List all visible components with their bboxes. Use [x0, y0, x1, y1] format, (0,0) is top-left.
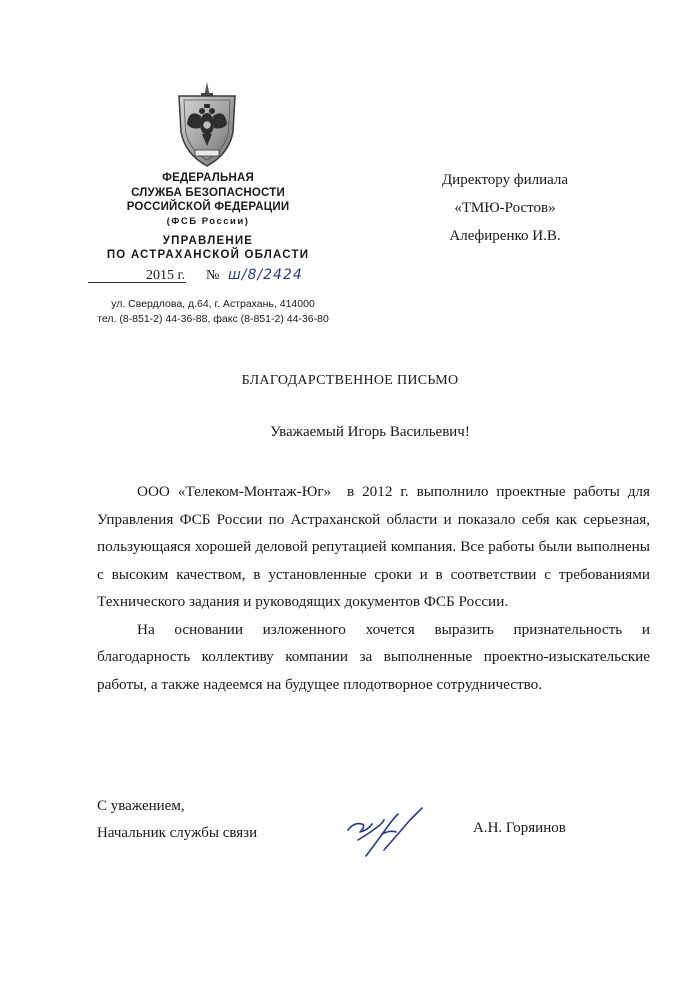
- letter-title: БЛАГОДАРСТВЕННОЕ ПИСЬМО: [241, 373, 459, 388]
- addressee-line: Алефиренко И.В.: [449, 228, 561, 244]
- phone-fax-line: тел. (8-851-2) 44-36-88, факс (8-851-2) 44-36-80: [97, 312, 329, 325]
- department-line: УПРАВЛЕНИЕ: [162, 234, 254, 247]
- number-label: №: [206, 268, 220, 283]
- org-name-line: РОССИЙСКОЙ ФЕДЕРАЦИИ: [126, 201, 290, 213]
- handwritten-number: ш/8/2424: [228, 267, 303, 283]
- addressee-line: «ТМЮ-Ростов»: [454, 200, 556, 216]
- letter-greeting: Уважаемый Игорь Васильевич!: [270, 424, 470, 440]
- date-number-line: [88, 265, 318, 287]
- closing-block: [97, 793, 257, 847]
- org-name-line: ФЕДЕРАЛЬНАЯ: [162, 172, 254, 184]
- fsb-emblem-icon: [171, 80, 243, 170]
- sender-block: [100, 171, 316, 263]
- closing-salutation: С уважением,: [97, 798, 185, 814]
- letter-body: [97, 478, 654, 698]
- addressee-line: Директору филиала: [441, 172, 569, 188]
- body-paragraph: На основании изложенного хочется выразить признательность и благодарность коллективу компании за выполненные проектно-изыскательские работы, а также надеемся на будущее плодотворное сотрудничество.: [97, 620, 650, 693]
- sender-address: [88, 297, 338, 326]
- addressee-block: [400, 166, 610, 250]
- org-abbreviation: (ФСБ России): [166, 215, 250, 227]
- org-name-line: СЛУЖБА БЕЗОПАСНОСТИ: [131, 186, 285, 199]
- signer-name: А.Н. Горяинов: [473, 820, 566, 836]
- body-paragraph: ООО «Телеком-Монтаж-Юг» в 2012 г. выполнило проектные работы для Управления ФСБ России по Астраханской области и показало себя как серьезная, пользующаяся хорошей деловой репутацией компания. Все работы были выполнены с высоким качеством, в установленные сроки и в соответствии с требованиями Технического задания и руководящих документов ФСБ России.: [97, 483, 654, 610]
- handwritten-signature-icon: [338, 800, 430, 864]
- letter-date: 2015 г.: [146, 268, 186, 283]
- address-line: ул. Свердлова, д.64, г. Астрахань, 414000: [111, 298, 315, 310]
- department-block: [100, 234, 316, 263]
- signer-position: Начальник службы связи: [97, 825, 258, 841]
- department-line: ПО АСТРАХАНСКОЙ ОБЛАСТИ: [106, 249, 310, 261]
